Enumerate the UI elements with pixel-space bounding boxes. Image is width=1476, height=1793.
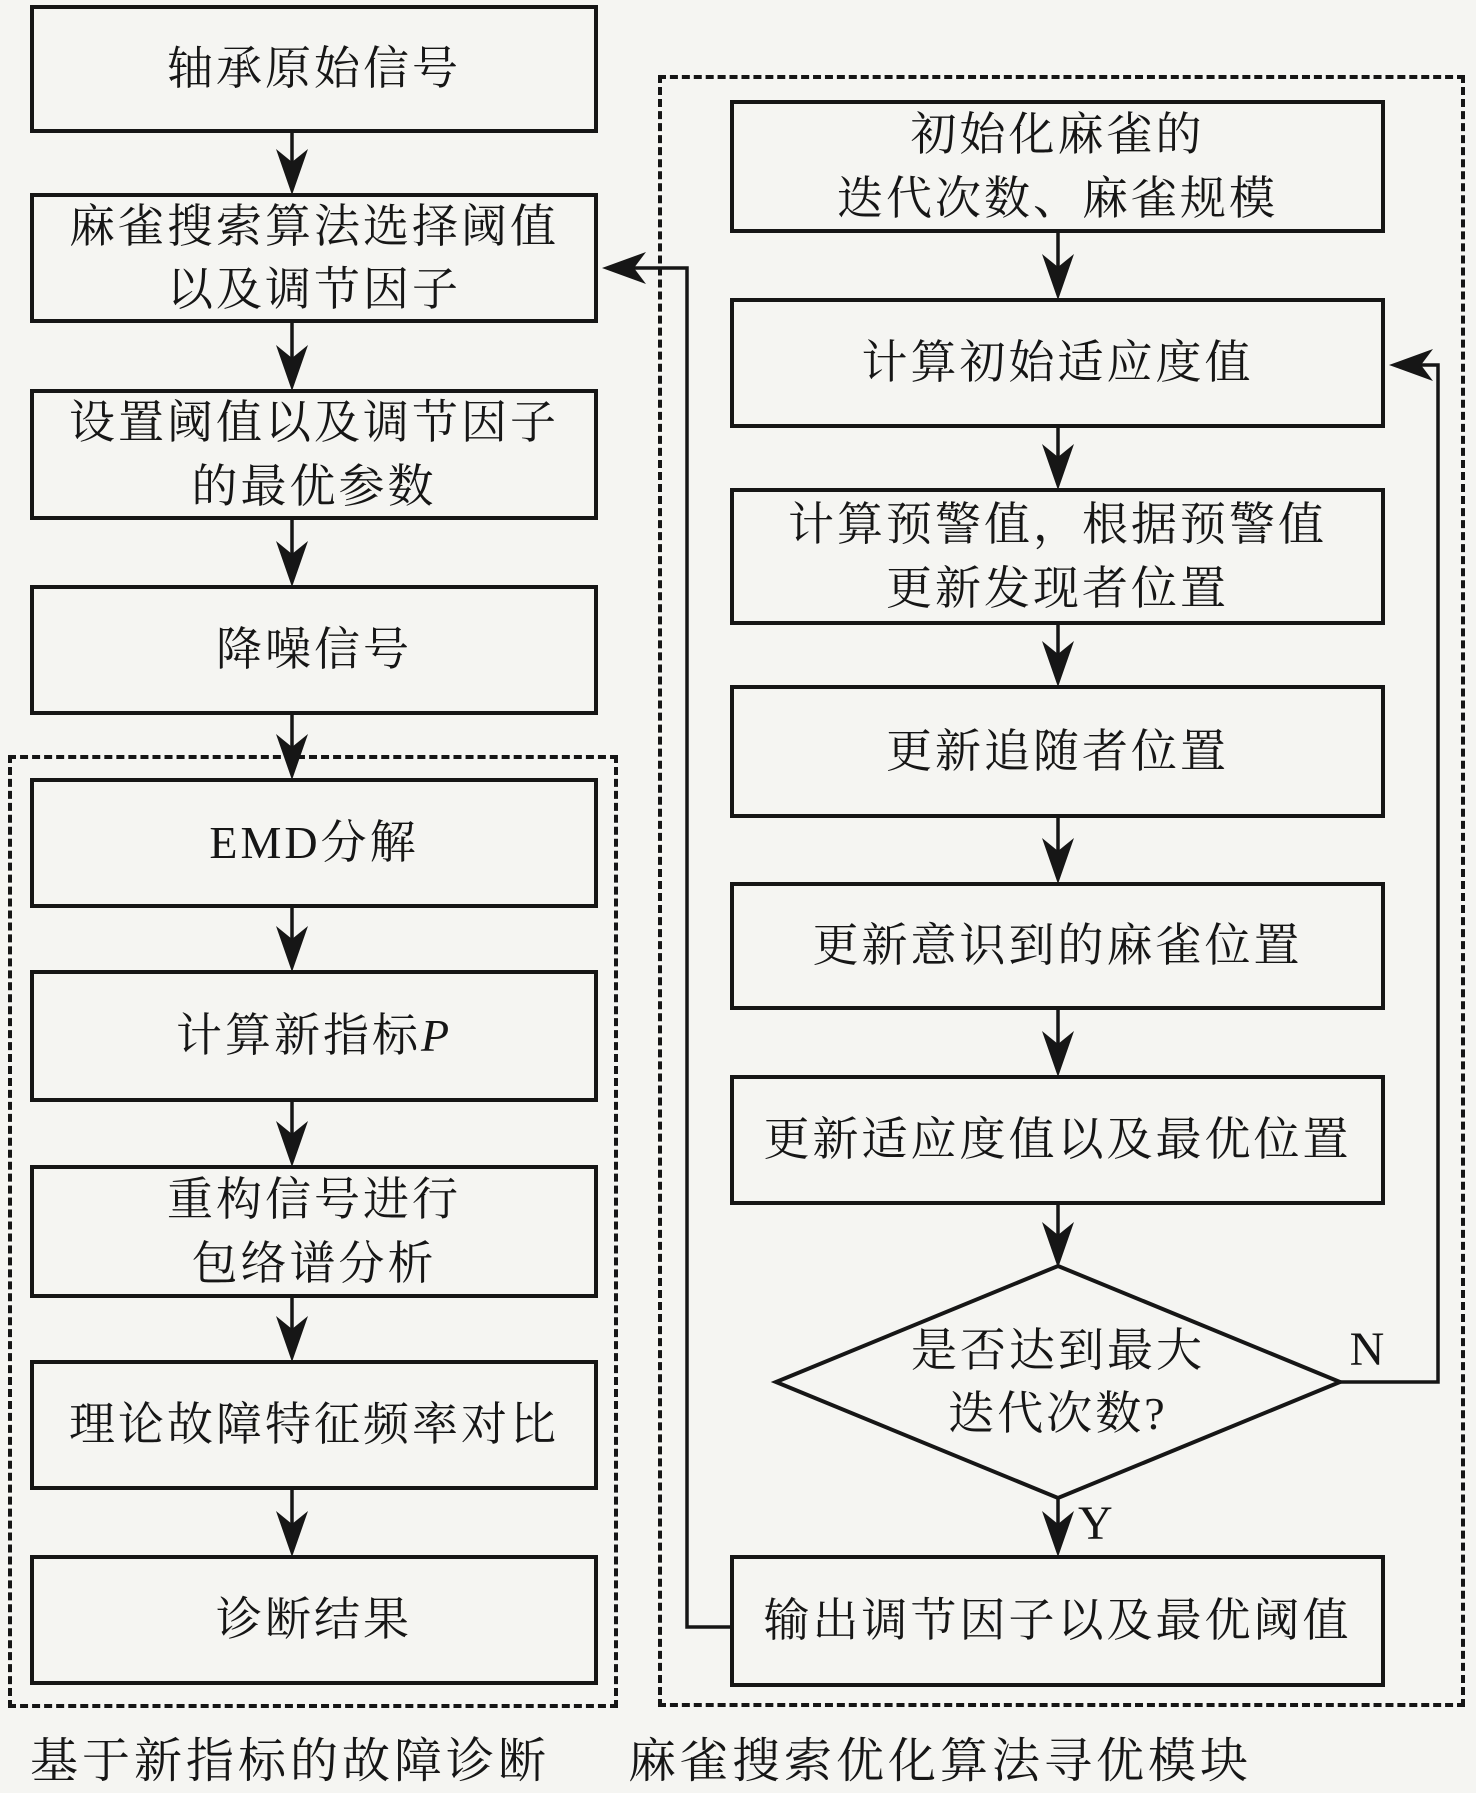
node-bearing-raw-signal bbox=[30, 5, 598, 133]
node-denoised-signal bbox=[30, 585, 598, 715]
node-label: 更新适应度值以及最优位置 bbox=[763, 1114, 1352, 1166]
node-label: 计算初始适应度值 bbox=[861, 337, 1254, 389]
node-fault-frequency-comparison bbox=[30, 1360, 598, 1490]
node-label: 诊断结果 bbox=[216, 1594, 412, 1646]
node-diagnosis-result bbox=[30, 1555, 598, 1685]
node-update-follower bbox=[730, 685, 1385, 818]
node-label: 计算预警值，根据预警值 bbox=[788, 499, 1327, 551]
node-label: 降噪信号 bbox=[216, 624, 412, 676]
arrow-left-3 bbox=[276, 520, 308, 587]
node-label: EMD分解 bbox=[209, 817, 419, 869]
decision-yes-label: Y bbox=[1078, 1497, 1113, 1550]
node-label-text: 计算新指标 bbox=[175, 1010, 421, 1062]
node-initial-fitness bbox=[730, 298, 1385, 428]
node-label: 更新追随者位置 bbox=[886, 725, 1229, 777]
node-label: 输出调节因子以及最优阈值 bbox=[763, 1595, 1352, 1647]
node-label: 包络谱分析 bbox=[191, 1237, 437, 1289]
node-label: 的最优参数 bbox=[191, 460, 437, 512]
node-init-sparrow-params bbox=[730, 100, 1385, 233]
node-warning-update-discoverer bbox=[730, 488, 1385, 625]
decision-label: 是否达到最大 bbox=[911, 1324, 1205, 1376]
node-new-indicator-p bbox=[30, 970, 598, 1102]
node-label: 设置阈值以及调节因子 bbox=[69, 397, 559, 449]
arrow-left-2 bbox=[276, 323, 308, 391]
node-label: 以及调节因子 bbox=[167, 264, 461, 315]
indicator-p-symbol: P bbox=[420, 1010, 453, 1062]
node-label: 轴承原始信号 bbox=[167, 43, 461, 95]
caption-right-module: 麻雀搜索优化算法寻优模块 bbox=[627, 1735, 1252, 1788]
node-label: 理论故障特征频率对比 bbox=[69, 1399, 559, 1451]
node-ssa-select-threshold-factor bbox=[30, 193, 598, 323]
node-set-optimal-params bbox=[30, 389, 598, 520]
decision-label: 迭代次数? bbox=[948, 1388, 1168, 1439]
node-label: 重构信号进行 bbox=[167, 1174, 461, 1226]
node-label: 迭代次数、麻雀规模 bbox=[837, 172, 1278, 224]
node-emd-decomposition bbox=[30, 778, 598, 908]
node-label bbox=[176, 1004, 452, 1067]
node-label: 麻雀搜索算法选择阈值 bbox=[69, 200, 559, 252]
node-update-aware-sparrow bbox=[730, 882, 1385, 1010]
node-label: 更新意识到的麻雀位置 bbox=[812, 920, 1303, 972]
node-reconstructed-envelope-analysis bbox=[30, 1165, 598, 1298]
node-label: 初始化麻雀的 bbox=[910, 109, 1205, 161]
node-output-factor-threshold bbox=[730, 1555, 1385, 1687]
arrow-left-1 bbox=[276, 133, 308, 195]
decision-no-label: N bbox=[1349, 1323, 1385, 1376]
node-label: 更新发现者位置 bbox=[886, 562, 1229, 614]
node-update-fitness-best bbox=[730, 1075, 1385, 1205]
decision-max-iterations bbox=[776, 1266, 1340, 1498]
caption-left-module: 基于新指标的故障诊断 bbox=[30, 1735, 551, 1788]
